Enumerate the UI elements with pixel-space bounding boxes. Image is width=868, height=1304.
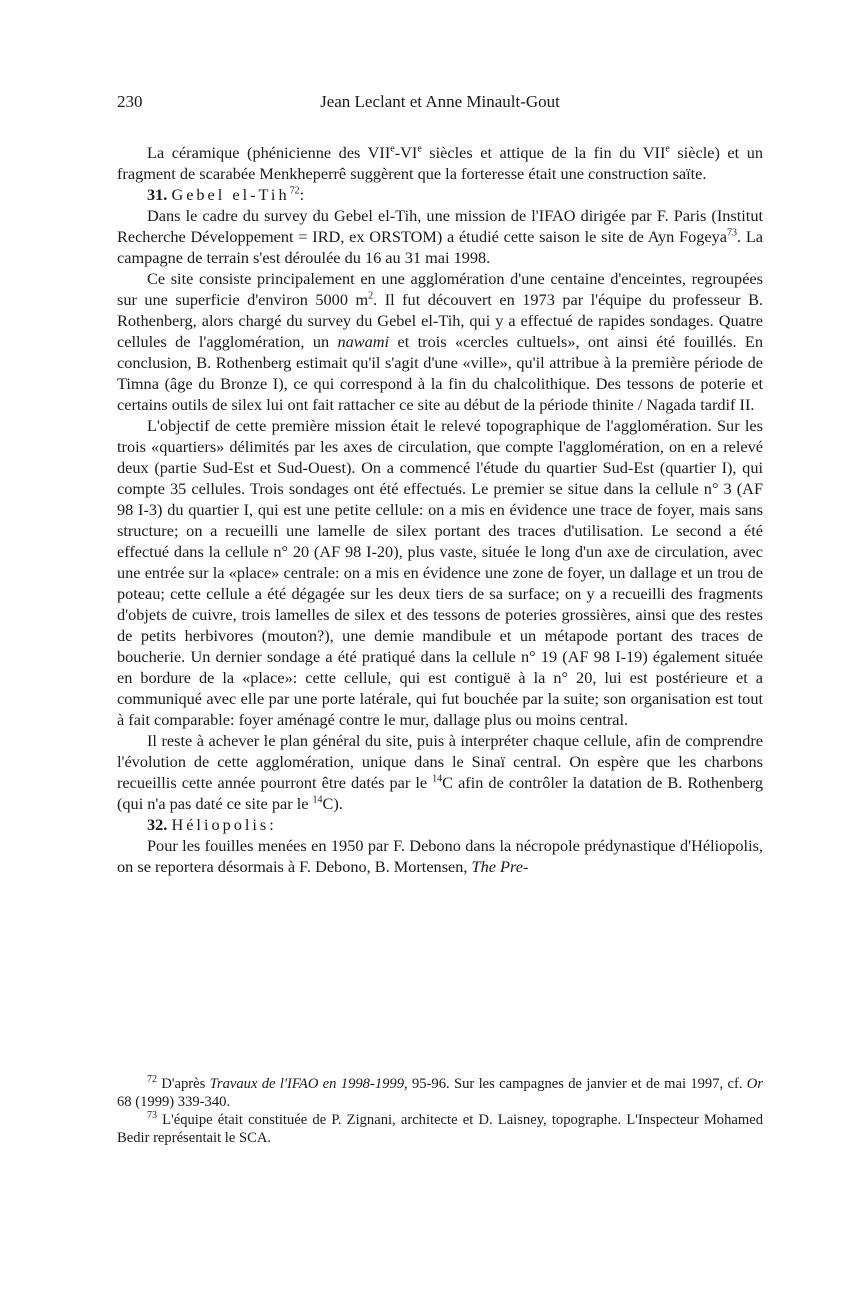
section-31-paragraph-3: L'objectif de cette première mission était le relevé topographique de l'agglomération. Sur les trois «quartiers» délimités par les axes de circulation, que compte l'agglomération, on en a relevé deux (partie Sud-Est et Sud-Ouest). On a commencé l'étude du quartier Sud-Est (quartier I), qui compte 35 cellules. Trois sondages ont été effectués. Le premier se situe dans la cellule n° 3 (AF 98 I-3) du quartier I, qui est une petite cellule: on a mis en évidence une trace de foyer, mais sans structure; on a recueilli une lamelle de silex portant des traces d'utilisation. Le second a été effectué dans la cellule n° 20 (AF 98 I-20), plus vaste, située le long d'un axe de circulation, avec une entrée sur la «place» centrale: on a mis en évidence une zone de foyer, un dallage et un trou de poteau; cette cellule a été dégagée sur les deux tiers de sa surface; on y a recueilli des fragments d'objets de cuivre, trois lamelles de silex et des tessons de poteries grossières, ainsi que des restes de petits herbivores (mouton?), une demie mandibule et un métapode portant des traces de boucherie. Un dernier sondage a été pratiqué dans la cellule n° 19 (AF 98 I-19) également située en bordure de la «place»: cette cellule, qui est contiguë à la n° 20, lui est postérieure et a communiqué avec elle par une porte latérale, qui fut bouchée par la suite; son organisation est tout à fait comparable: foyer aménagé contre le mur, dallage plus ou moins central. [117,416,763,729]
footnote-73: $^{73}$ L'équipe était constituée de P. Zignani, architecte et D. Laisney, topographe. L'Inspecteur Mohamed Bedir représentait le SCA. [117,1110,763,1146]
footnote-ref-72[interactable]: 72 [289,185,300,197]
running-title: Jean Leclant et Anne Minault-Gout [320,92,560,111]
section-31-heading: 31. Gebel el-Tih$^{72}$: [147,185,305,204]
section-32-heading: 32. Héliopolis: [147,815,274,834]
section-31-paragraph-2: Ce site consiste principalement en une agglomération d'une centaine d'enceintes, regroupées sur une superficie d'environ 5000 $m^2$. Il fut découvert en 1973 par l'équipe du professeur B. Rothenberg, alors chargé du survey du Gebel el-Tih, qui y a effectué de rapides sondages. Quatre cellules de l'agglomération, un nawami et trois «cercles cultuels», ont ainsi été fouillés. En conclusion, B. Rothenberg estimait qu'il s'agit d'une «ville», qu'il attribue à la première période de Timna (âge du Bronze I), ce qui correspond à la fin du chalcolithique. Des tessons de poterie et certains outils de silex lui ont fait rattacher ce site au début de la période thinite / Nagada tardif II. [117,269,764,414]
intro-paragraph: La céramique (phénicienne des VIIe-VIe siècles et attique de la fin du VIIe siècle) et un fragment de scarabée Menkheperrê suggèrent que la forteresse était une construction saïte. [117,143,763,183]
main-text [117,142,763,877]
section-31-paragraph-1: Dans le cadre du survey du Gebel el-Tih, une mission de l'IFAO dirigée par F. Paris (Institut Recherche Développement = IRD, ex ORSTOM) a étudié cette saison le site de Ayn Fogeya$^{73}$. La campagne de terrain s'est déroulée du 16 au 31 mai 1998. [117,206,763,267]
footnote-72: $^{72}$ D'après Travaux de l'IFAO en 1998-1999, 95-96. Sur les campagnes de janvier et de mai 1997, cf. Or 68 (1999) 339-340. [117,1074,763,1110]
footnote-ref-73[interactable]: 73 [726,227,737,239]
page-number: 230 [117,92,143,111]
page-header [117,92,763,116]
footnotes [117,1075,763,1147]
section-32-paragraph-1: Pour les fouilles menées en 1950 par F. Debono dans la nécropole prédynastique d'Héliopolis, on se reportera désormais à F. Debono, B. Mortensen, The Pre- [117,836,763,876]
section-31-paragraph-4: Il reste à achever le plan général du site, puis à interpréter chaque cellule, afin de comprendre l'évolution de cette agglomération, unique dans le Sinaï central. On espère que les charbons recueillis cette année pourront être datés par le $^{14}$C afin de contrôler la datation de B. Rothenberg (qui n'a pas daté ce site par le $^{14}$C). [117,731,763,813]
